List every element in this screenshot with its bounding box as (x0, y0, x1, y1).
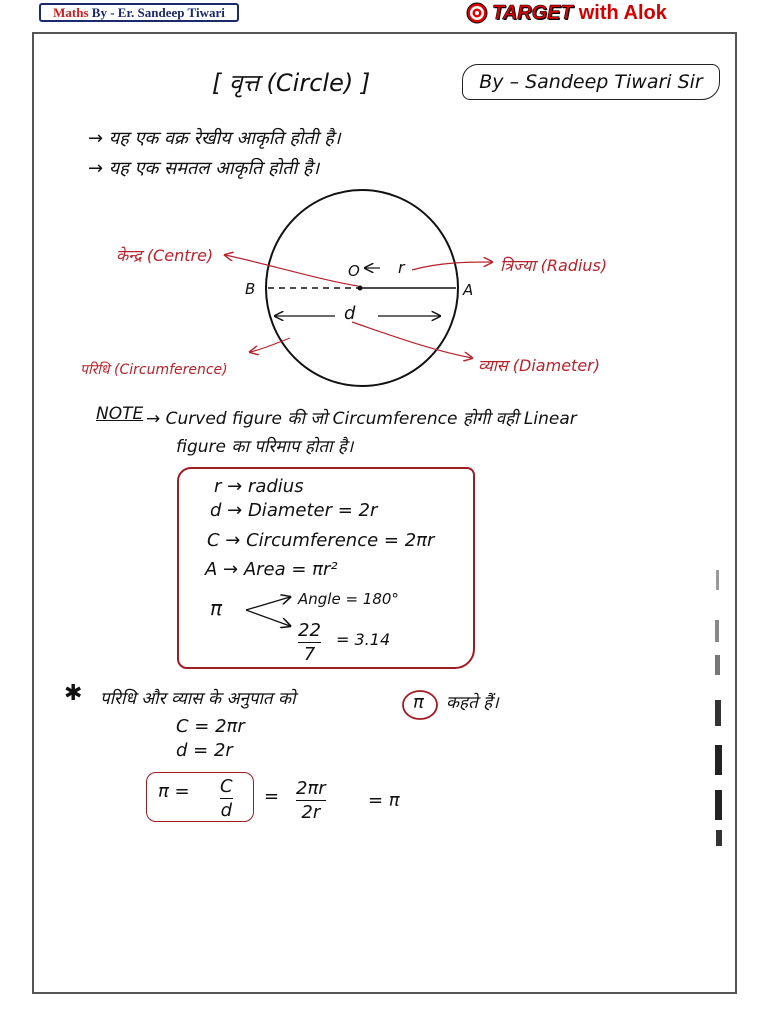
pi-eq-lhs: π = (158, 781, 190, 802)
pi-angle: Angle = 180° (298, 590, 399, 608)
c-over-d-fraction (220, 776, 233, 821)
pi-fraction (298, 620, 321, 665)
point-a-label: A (463, 281, 474, 299)
pi-symbol: π (210, 596, 223, 620)
diameter-label: व्यास (Diameter) (478, 356, 600, 375)
note-line-2: figure का परिमाप होता है। (176, 437, 354, 457)
note-title: [ वृत्त (Circle) ] (212, 69, 371, 97)
author-label: By - Er. Sandeep Tiwari (91, 4, 225, 20)
brand-with-text: with Alok (578, 1, 667, 24)
2pir-num: 2πr (296, 778, 326, 799)
fact-line-2: → यह एक समतल आकृति होती है। (88, 158, 320, 179)
d-symbol: d (344, 303, 356, 324)
pi-fraction-num: 22 (298, 620, 321, 641)
maths-label: Maths (53, 4, 89, 20)
eq-result: = π (368, 790, 400, 811)
def-circumference: C → Circumference = 2πr (207, 530, 435, 551)
c-over-d-bar (220, 798, 233, 799)
point-b-label: B (245, 280, 256, 298)
circumference-label: परिधि (Circumference) (80, 362, 228, 378)
def-radius: r → radius (214, 476, 304, 497)
point-o-label: O (348, 262, 360, 280)
ratio-suffix: कहते हैं। (446, 693, 499, 713)
c-over-d-num: C (220, 776, 233, 797)
byline-text: By – Sandeep Tiwari Sir (479, 71, 703, 93)
formula-d: d = 2r (176, 740, 233, 761)
pi-fraction-bar (298, 642, 321, 643)
ratio-pi: π (413, 692, 424, 713)
formula-c: C = 2πr (176, 716, 245, 737)
edge-scan-marks (712, 560, 726, 850)
centre-dot (358, 286, 363, 291)
pi-fraction-den: 7 (303, 644, 316, 665)
ratio-text: परिधि और व्यास के अनुपात को (100, 689, 296, 709)
radius-label: त्रिज्या (Radius) (500, 256, 608, 275)
brand-target-text: TARGET (492, 1, 573, 24)
eq-equals: = (264, 786, 280, 807)
def-diameter: d → Diameter = 2r (210, 500, 378, 521)
2pir-over-2r-fraction (296, 778, 326, 823)
diameter-pointer (352, 322, 472, 358)
note-line-1: → Curved figure की जो Circumference होगी वही Linear (146, 409, 577, 429)
centre-label: केन्द्र (Centre) (116, 246, 214, 265)
2r-den: 2r (301, 802, 321, 823)
fact-line-1: → यह एक वक्र रेखीय आकृति होती है। (88, 128, 341, 149)
r-symbol: r (398, 258, 405, 277)
2pir-bar (296, 800, 326, 801)
c-over-d-den: d (220, 800, 232, 821)
star-mark: ✱ (64, 681, 83, 706)
note-prefix (96, 404, 143, 424)
pi-value: = 3.14 (336, 630, 391, 649)
def-area: A → Area = πr² (205, 559, 338, 580)
radius-pointer (412, 262, 492, 270)
note-prefix-text: NOTE (96, 404, 144, 424)
